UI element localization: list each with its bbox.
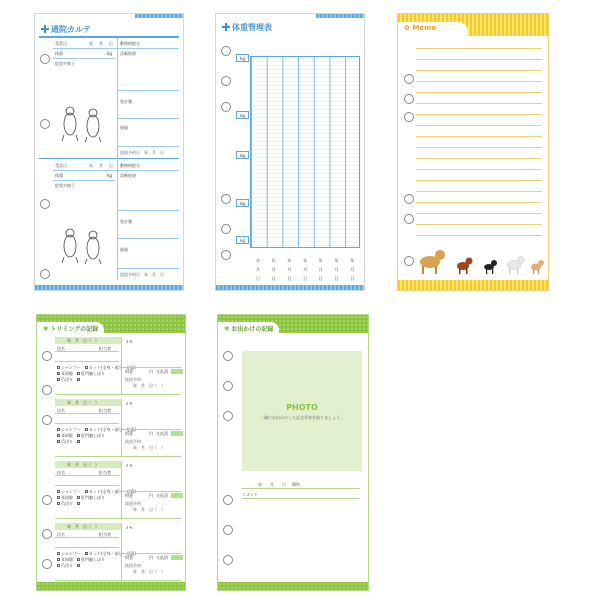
memo-line[interactable] bbox=[416, 136, 542, 137]
option-label: 爪切り bbox=[61, 377, 73, 382]
trim-staff-label: 担当者 bbox=[99, 470, 111, 475]
trim-paid-label: 支払済 bbox=[156, 431, 168, 436]
binder-hole bbox=[223, 351, 233, 361]
memo-line[interactable] bbox=[416, 224, 542, 225]
checkbox[interactable] bbox=[57, 564, 60, 567]
month-label: 月 bbox=[99, 163, 103, 168]
date-month-label: 月 bbox=[318, 267, 323, 272]
date-month-label: 月 bbox=[256, 267, 260, 272]
option-label: 肛門腺しぼり bbox=[81, 557, 105, 562]
binder-hole bbox=[221, 102, 231, 112]
memo-line[interactable] bbox=[416, 169, 542, 170]
checkbox[interactable] bbox=[57, 440, 60, 443]
next-date-label: 次回予約日 年 月 日 bbox=[120, 272, 164, 277]
trim-fee-label: 料金 bbox=[125, 431, 133, 436]
memo-footer-strip bbox=[398, 280, 548, 290]
memo-line[interactable] bbox=[416, 213, 542, 214]
paid-box bbox=[171, 431, 183, 436]
date-day-label: 日 bbox=[303, 276, 308, 281]
memo-line[interactable] bbox=[416, 92, 542, 93]
medical-cross-icon bbox=[41, 25, 49, 33]
option-label: 爪切り bbox=[61, 563, 73, 568]
binder-hole bbox=[221, 46, 231, 56]
trim-shop-label: 店名 bbox=[57, 346, 65, 351]
trim-yen-label: 円 bbox=[149, 555, 153, 560]
paid-box bbox=[171, 555, 183, 560]
trim-paid-label: 支払済 bbox=[156, 369, 168, 374]
binder-hole bbox=[42, 559, 52, 569]
trim-date-label: 年 月 日（ ） bbox=[67, 338, 99, 343]
weight-chart-title: 体重管理表 bbox=[222, 22, 272, 33]
trim-option-row bbox=[57, 439, 81, 444]
checkbox[interactable] bbox=[85, 552, 88, 555]
memo-line[interactable] bbox=[416, 48, 542, 49]
trim-option-row bbox=[57, 377, 81, 382]
row-line bbox=[242, 498, 360, 499]
checkbox[interactable] bbox=[57, 366, 60, 369]
trim-date-label: 年 月 日（ ） bbox=[67, 400, 99, 405]
option-label: 爪切り bbox=[61, 439, 73, 444]
option-label: 耳掃除 bbox=[61, 433, 73, 438]
photo-caption: 一緒にお出かけした記念写真を貼りましょう。 bbox=[260, 415, 344, 420]
trimming-sheet bbox=[36, 314, 186, 591]
binder-hole bbox=[221, 194, 231, 204]
outing-title: ♥ お出かけの記録 bbox=[218, 322, 279, 335]
kg-label: kg bbox=[107, 173, 112, 178]
outing-sheet bbox=[217, 314, 369, 591]
checkbox[interactable] bbox=[57, 372, 60, 375]
row-line bbox=[242, 488, 360, 489]
date-day-label: 日 bbox=[334, 276, 339, 281]
date-year-label: 年 bbox=[271, 258, 276, 263]
memo-line[interactable] bbox=[416, 147, 542, 148]
binder-hole bbox=[42, 495, 52, 505]
option-label: 耳掃除 bbox=[61, 371, 73, 376]
trim-staff-label: 担当者 bbox=[99, 532, 111, 537]
kg-label: kg bbox=[107, 51, 112, 56]
checkbox[interactable] bbox=[57, 496, 60, 499]
option-label: カット(全身・部分・足裏) bbox=[88, 551, 136, 556]
trim-paid-label: 支払済 bbox=[156, 493, 168, 498]
binder-hole bbox=[40, 119, 50, 129]
section-divider bbox=[39, 158, 179, 159]
row-line bbox=[53, 48, 179, 49]
date-month-label: 月 bbox=[287, 267, 292, 272]
row-line bbox=[121, 553, 181, 554]
checkbox[interactable] bbox=[85, 428, 88, 431]
checkbox[interactable] bbox=[57, 434, 60, 437]
month-label: 月 bbox=[270, 482, 274, 487]
trim-date-label: 年 月 日（ ） bbox=[67, 524, 99, 529]
binder-hole bbox=[223, 381, 233, 391]
trim-option-row bbox=[57, 557, 105, 562]
binder-hole bbox=[404, 214, 414, 224]
option-label: 肛門腺しぼり bbox=[81, 495, 105, 500]
trim-yen-label: 円 bbox=[149, 493, 153, 498]
photo-title: PHOTO bbox=[286, 403, 318, 412]
memo-sheet bbox=[397, 13, 549, 291]
trim-yen-label: 円 bbox=[149, 369, 153, 374]
progress-label: 経過 bbox=[120, 247, 128, 252]
paw-icon: ✿ bbox=[404, 24, 410, 32]
checkbox[interactable] bbox=[77, 496, 80, 499]
date-day-label: 日 bbox=[318, 276, 323, 281]
row-line bbox=[55, 518, 181, 519]
date-day-label: 日 bbox=[256, 276, 260, 281]
binder-hole bbox=[223, 555, 233, 565]
prescription-label: 処方薬 bbox=[120, 99, 132, 104]
checkbox[interactable] bbox=[85, 366, 88, 369]
binder-hole bbox=[223, 525, 233, 535]
symptoms-label: 症状や様子 bbox=[55, 61, 75, 66]
paid-box bbox=[171, 493, 183, 498]
row-line bbox=[55, 394, 181, 395]
date-columns bbox=[256, 258, 365, 286]
trim-shop-label: 店名 bbox=[57, 532, 65, 537]
year-label: 年 bbox=[89, 163, 93, 168]
trim-memo-label: メモ bbox=[125, 525, 133, 530]
karte-sheet bbox=[34, 13, 184, 291]
option-label: カット(全身・部分・足裏) bbox=[88, 365, 136, 370]
binder-hole bbox=[42, 385, 52, 395]
memo-line[interactable] bbox=[416, 202, 542, 203]
binder-hole bbox=[42, 351, 52, 361]
trim-paid-label: 支払済 bbox=[156, 555, 168, 560]
symptoms-label: 症状や様子 bbox=[55, 183, 75, 188]
date-month-label: 月 bbox=[334, 267, 339, 272]
dog-outline-illustration bbox=[57, 226, 107, 266]
footer-pattern bbox=[37, 582, 185, 590]
date-day-label: 日 bbox=[287, 276, 292, 281]
row-line bbox=[53, 180, 115, 181]
karte-title: 通院カルテ bbox=[41, 24, 91, 35]
trim-next-label: 次回予約 bbox=[125, 501, 141, 506]
prescription-label: 処方薬 bbox=[120, 219, 132, 224]
option-label: シャンプー bbox=[61, 365, 81, 370]
checkbox[interactable] bbox=[57, 558, 60, 561]
date-month-label: 月 bbox=[350, 267, 355, 272]
footer-pattern bbox=[216, 285, 364, 290]
option-label: シャンプー bbox=[61, 427, 81, 432]
binder-hole bbox=[223, 495, 233, 505]
trim-next-date: 年 月 日（ ） bbox=[133, 383, 165, 388]
hospital-label: 動物病院名 bbox=[120, 163, 140, 168]
option-label: 肛門腺しぼり bbox=[81, 371, 105, 376]
option-label: 耳掃除 bbox=[61, 557, 73, 562]
next-date-label: 次回予約日 年 月 日 bbox=[120, 150, 164, 155]
trim-memo-label: メモ bbox=[125, 463, 133, 468]
date-day-label: 日 bbox=[271, 276, 276, 281]
trim-date-label: 年 月 日（ ） bbox=[67, 462, 99, 467]
place-label: 場所 bbox=[292, 482, 300, 487]
photo-area bbox=[242, 351, 362, 471]
column-divider bbox=[117, 160, 118, 280]
heart-icon: ♥ bbox=[43, 326, 49, 333]
row-line bbox=[55, 485, 119, 486]
checkbox[interactable] bbox=[77, 564, 80, 567]
memo-line[interactable] bbox=[416, 81, 542, 82]
year-label: 年 bbox=[89, 41, 93, 46]
day-label: 日 bbox=[282, 482, 286, 487]
dogs-illustration bbox=[416, 246, 546, 276]
binder-hole bbox=[404, 256, 414, 266]
row-line bbox=[55, 580, 181, 581]
date-year-label: 年 bbox=[318, 258, 323, 263]
binder-hole bbox=[221, 224, 231, 234]
checkbox[interactable] bbox=[77, 502, 80, 505]
visit-date-label: 受診日 bbox=[55, 163, 67, 168]
medical-cross-icon bbox=[222, 23, 230, 31]
trim-memo-label: メモ bbox=[125, 401, 133, 406]
binder-hole bbox=[221, 76, 231, 86]
trim-option-row bbox=[57, 563, 81, 568]
header-pattern bbox=[135, 14, 183, 18]
date-year-label: 年 bbox=[303, 258, 308, 263]
title-rule bbox=[39, 36, 179, 38]
option-label: 爪切り bbox=[61, 501, 73, 506]
trim-next-date: 年 月 日（ ） bbox=[133, 445, 165, 450]
row-line bbox=[117, 90, 179, 91]
option-label: 肛門腺しぼり bbox=[81, 433, 105, 438]
row-line bbox=[55, 361, 119, 362]
row-line bbox=[117, 238, 179, 239]
binder-hole bbox=[40, 54, 50, 64]
option-label: シャンプー bbox=[61, 489, 81, 494]
binder-hole bbox=[42, 415, 52, 425]
visit-date-label: 受診日 bbox=[55, 41, 67, 46]
trim-option-row bbox=[57, 495, 105, 500]
trim-option-row bbox=[57, 501, 81, 506]
kg-box: kg bbox=[236, 236, 249, 244]
row-line bbox=[55, 537, 119, 538]
binder-hole bbox=[404, 194, 414, 204]
binder-hole bbox=[404, 74, 414, 84]
row-line bbox=[117, 146, 179, 147]
row-line bbox=[53, 170, 179, 171]
row-line bbox=[121, 491, 181, 492]
progress-label: 経過 bbox=[120, 125, 128, 130]
trimming-title: ♥ トリミングの記録 bbox=[37, 322, 104, 335]
kg-box: kg bbox=[236, 111, 249, 119]
memo-line[interactable] bbox=[416, 235, 542, 236]
memo-line[interactable] bbox=[416, 158, 542, 159]
memo-line[interactable] bbox=[416, 70, 542, 71]
day-label: 日 bbox=[109, 41, 113, 46]
kg-box: kg bbox=[236, 151, 249, 159]
row-line bbox=[121, 429, 181, 430]
checkbox[interactable] bbox=[77, 378, 80, 381]
memo-title: ✿ Memo bbox=[404, 24, 437, 32]
checkbox[interactable] bbox=[57, 502, 60, 505]
trim-next-label: 次回予約 bbox=[125, 563, 141, 568]
date-year-label: 年 bbox=[350, 258, 355, 263]
column-divider bbox=[117, 38, 118, 158]
binder-hole bbox=[404, 112, 414, 122]
date-year-label: 年 bbox=[256, 258, 260, 263]
checkbox[interactable] bbox=[85, 490, 88, 493]
binder-hole bbox=[221, 250, 231, 260]
date-year-label: 年 bbox=[287, 258, 292, 263]
checkbox[interactable] bbox=[57, 490, 60, 493]
checkbox[interactable] bbox=[57, 378, 60, 381]
row-line bbox=[117, 210, 179, 211]
paid-box bbox=[171, 369, 183, 374]
row-line bbox=[55, 351, 119, 352]
day-label: 日 bbox=[109, 163, 113, 168]
trim-next-label: 次回予約 bbox=[125, 439, 141, 444]
weight-grid bbox=[250, 56, 360, 248]
trim-fee-label: 料金 bbox=[125, 493, 133, 498]
memo-line[interactable] bbox=[416, 114, 542, 115]
trim-memo-label: メモ bbox=[125, 339, 133, 344]
binder-hole bbox=[40, 269, 50, 279]
trim-option-row bbox=[57, 371, 105, 376]
footer-pattern bbox=[218, 582, 368, 590]
trim-fee-label: 料金 bbox=[125, 369, 133, 374]
row-line bbox=[117, 118, 179, 119]
trim-shop-label: 店名 bbox=[57, 470, 65, 475]
weight-label: 体重 bbox=[55, 51, 63, 56]
trim-staff-label: 担当者 bbox=[99, 346, 111, 351]
row-line bbox=[55, 423, 119, 424]
checkbox[interactable] bbox=[57, 552, 60, 555]
diagnosis-label: 診断結果 bbox=[120, 51, 136, 56]
trim-next-label: 次回予約 bbox=[125, 377, 141, 382]
trim-fee-label: 料金 bbox=[125, 555, 133, 560]
option-label: シャンプー bbox=[61, 551, 81, 556]
memo-line[interactable] bbox=[416, 191, 542, 192]
checkbox[interactable] bbox=[77, 372, 80, 375]
trim-shop-label: 店名 bbox=[57, 408, 65, 413]
row-line bbox=[53, 58, 115, 59]
binder-hole bbox=[42, 529, 52, 539]
binder-hole bbox=[40, 199, 50, 209]
trim-next-date: 年 月 日（ ） bbox=[133, 569, 165, 574]
date-year-label: 年 bbox=[334, 258, 339, 263]
trim-next-date: 年 月 日（ ） bbox=[133, 507, 165, 512]
weight-chart-sheet bbox=[215, 13, 365, 291]
date-month-label: 月 bbox=[303, 267, 308, 272]
month-label: 月 bbox=[99, 41, 103, 46]
checkbox[interactable] bbox=[77, 558, 80, 561]
trim-option-row bbox=[57, 433, 105, 438]
checkbox[interactable] bbox=[77, 434, 80, 437]
checkbox[interactable] bbox=[57, 428, 60, 431]
dog-outline-illustration bbox=[57, 104, 107, 144]
row-line bbox=[117, 268, 179, 269]
option-label: カット(全身・部分・足裏) bbox=[88, 427, 136, 432]
option-label: 耳掃除 bbox=[61, 495, 73, 500]
heart-icon: ♥ bbox=[224, 326, 230, 333]
memo-line[interactable] bbox=[416, 125, 542, 126]
weight-label: 体重 bbox=[55, 173, 63, 178]
kg-box: kg bbox=[236, 199, 249, 207]
row-line bbox=[55, 456, 181, 457]
header-pattern bbox=[316, 14, 364, 18]
date-month-label: 月 bbox=[271, 267, 276, 272]
binder-hole bbox=[404, 94, 414, 104]
option-label: カット(全身・部分・足裏) bbox=[88, 489, 136, 494]
trim-staff-label: 担当者 bbox=[99, 408, 111, 413]
row-line bbox=[121, 367, 181, 368]
footer-pattern bbox=[35, 285, 183, 290]
hospital-label: 動物病院名 bbox=[120, 41, 140, 46]
memo-line[interactable] bbox=[416, 180, 542, 181]
memo-line[interactable] bbox=[416, 59, 542, 60]
row-line bbox=[55, 413, 119, 414]
memo-line[interactable] bbox=[416, 103, 542, 104]
checkbox[interactable] bbox=[77, 440, 80, 443]
year-label: 年 bbox=[258, 482, 262, 487]
trim-yen-label: 円 bbox=[149, 431, 153, 436]
row-line bbox=[55, 475, 119, 476]
row-line bbox=[55, 547, 119, 548]
binder-hole bbox=[223, 411, 233, 421]
date-day-label: 日 bbox=[350, 276, 355, 281]
kg-box: kg bbox=[236, 54, 249, 62]
comment-label: コメント bbox=[242, 492, 258, 497]
diagnosis-label: 診断結果 bbox=[120, 173, 136, 178]
